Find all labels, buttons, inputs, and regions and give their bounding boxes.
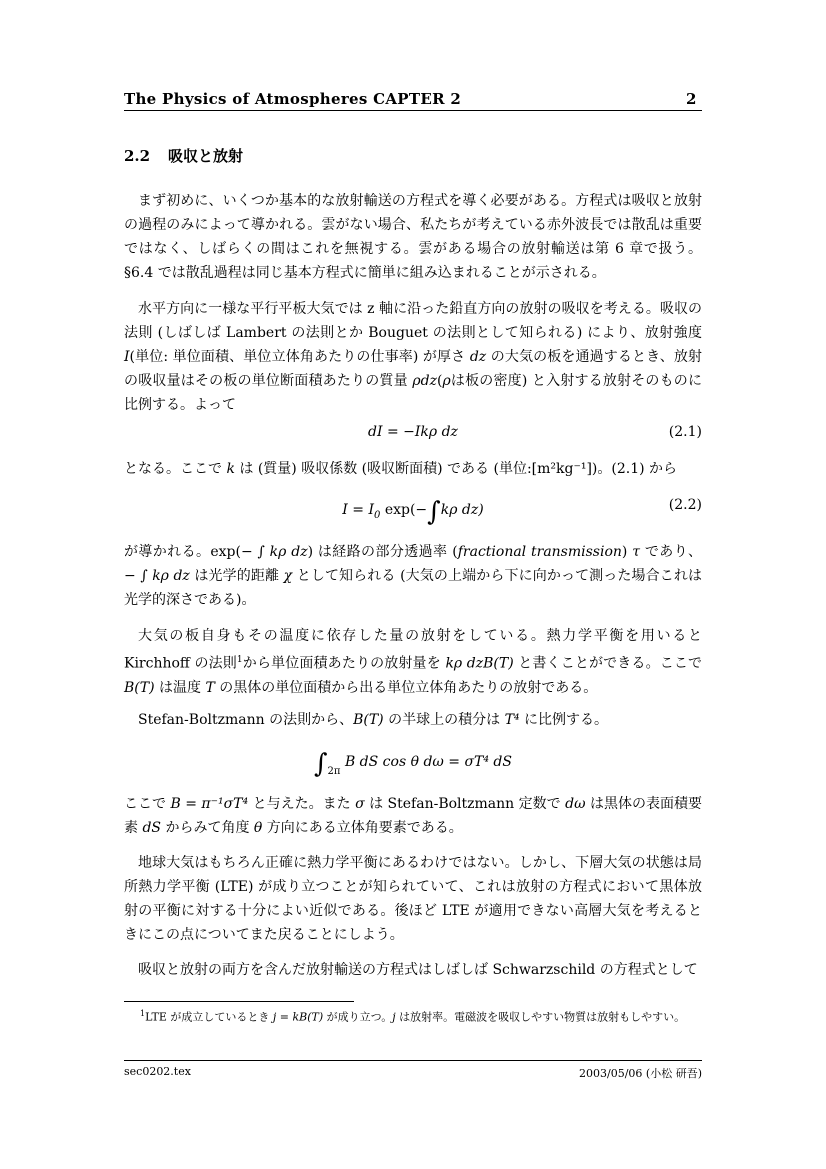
p6-text-b: の半球上の積分は: [383, 712, 505, 728]
p4-chi: χ: [283, 568, 293, 584]
footnote-mark: 1: [140, 1009, 146, 1018]
equation-2-2: [124, 497, 702, 527]
paragraph-1: まず初めに、いくつか基本的な放射輸送の方程式を導く必要がある。方程式は吸収と放射の過程のみによって導かれる。雲がない場合、私たちが考えている赤外波長では散乱は重要ではなく、しばらくの間はこれを無視する。雲がある場合の放射輸送は第 6 章で扱う。§6.4 では散乱過程は同じ基本方程式に簡単に組み込まれることが示される。: [124, 193, 702, 281]
p7-dS: dS: [142, 820, 162, 836]
p2-var-I: I: [124, 349, 130, 365]
fn-text-b: が成り立つ。: [323, 1010, 393, 1024]
footnote-rule: [124, 1001, 354, 1002]
eq2-subscript: 0: [374, 510, 381, 521]
p7-theta: θ: [253, 820, 263, 836]
p7-sigma: σ: [355, 796, 365, 812]
p7-text-a: ここで: [124, 796, 171, 812]
paragraph-7: [124, 792, 702, 840]
p6-text-c: に比例する。: [519, 712, 608, 728]
p7-text-f: 方向にある立体角要素である。: [262, 820, 463, 836]
paragraph-5: [124, 624, 702, 700]
p4-expr1: kρ dz: [269, 544, 308, 560]
p2-var-rhodz: ρdz: [412, 373, 437, 389]
paragraph-3: [124, 457, 702, 481]
eq3-body-wrap: [124, 749, 702, 779]
p5-text-a: 大気の板自身もその温度に依存した量の放射をしている。熱力学平衡を用いると Kirchhoff の法則: [124, 628, 702, 672]
p7-domega: dω: [565, 796, 586, 812]
section-title: 吸収と放射: [168, 147, 244, 165]
p2-var-rho: ρ: [442, 373, 451, 389]
p4-fractional: fractional transmission: [457, 544, 622, 560]
p2-text-b: (単位: 単位面積、単位立体角あたりの仕事率) が厚さ: [129, 349, 470, 365]
fn-j: j: [392, 1010, 396, 1024]
section-heading: [124, 145, 243, 166]
fn-text-c: は放射率。電磁波を吸収しやすい物質は放射もしやすい。: [395, 1010, 686, 1024]
p6-T4: T⁴: [504, 712, 520, 728]
eq1-number: (2.1): [668, 424, 702, 440]
p7-text-b: と与えた。また: [248, 796, 356, 812]
p4-text-e: は光学的距離: [189, 568, 284, 584]
p4-tau: τ: [632, 544, 640, 560]
fn-expr: j = kB(T): [272, 1010, 324, 1024]
p2-text-d: (: [436, 373, 443, 389]
p5-text-d: は温度: [154, 679, 206, 696]
p4-text-b: ) は経路の部分透過率 (: [307, 544, 458, 560]
fn-text-a: LTE が成立しているとき: [145, 1010, 273, 1024]
p2-text-a: 水平方向に一様な平行平板大気では z 軸に沿った鉛直方向の放射の吸収を考える。吸収の法則 (しばしば Lambert の法則とか Bouguet の法則として知られる) により、放射強度: [124, 301, 702, 341]
p2-text-e: は板の密度) と入射する放射そのものに比例する。よって: [124, 373, 702, 413]
footer-date-author: 2003/05/06 (小松 研吾): [579, 1067, 702, 1080]
eq3-subscript: 2π: [327, 766, 341, 777]
p7-text-c: は Stefan-Boltzmann 定数で: [364, 796, 566, 812]
footer-rule: [124, 1060, 702, 1061]
integral-sign: ∫: [427, 497, 441, 527]
p3-text-a: となる。ここで: [124, 461, 227, 477]
p5-text-e: の黒体の単位面積から出る単位立体角あたりの放射である。: [214, 679, 598, 696]
paragraph-8: 地球大気はもちろん正確に熱力学平衡にあるわけではない。しかし、下層大気の状態は局所熱力学平衡 (LTE) が成り立つことが知られていて、これは放射の方程式において黒体放射の平衡に対する十分によい近似である。後ほど LTE が適用できない高層大気を考えるときにこの点についてまた戻ることにしよう。: [124, 855, 702, 943]
page-number: 2: [686, 90, 697, 108]
p4-expr2: kρ dz: [152, 568, 190, 584]
running-header-title: The Physics of Atmospheres CAPTER 2: [124, 90, 462, 108]
p4-text-d: であり、−: [124, 544, 703, 584]
header-rule: [124, 110, 702, 111]
p5-T: T: [205, 679, 215, 696]
p2-text-c: の大気の板を通過するとき、放射の吸収量はその板の単位断面積あたりの質量: [124, 349, 702, 389]
section-number: 2.2: [124, 147, 151, 165]
paragraph-2: [124, 297, 702, 417]
p4-text-a: が導かれる。exp(−: [124, 544, 258, 560]
p5-BT: B(T): [124, 679, 155, 696]
equation-hemisphere-integral: [124, 745, 702, 785]
p6-text-a: Stefan-Boltzmann の法則から、: [138, 712, 354, 728]
p7-text-e: からみて角度: [161, 820, 254, 836]
eq2-body: [124, 497, 702, 527]
paragraph-4: が導かれる。exp(− ∫ kρ dz) は経路の部分透過率 (fractional transmission) τ であり、− ∫ kρ dz は光学的距離 χ として知られる (大気の上端から下に向かって測った場合これは光学的深さである)。: [124, 544, 703, 608]
eq2-number: (2.2): [668, 497, 702, 513]
p4-text-f: として知られる (大気の上端から下に向かって測った場合これは光学的深さである)。: [124, 568, 702, 608]
p2-var-dz: dz: [469, 349, 487, 365]
p4-text-c: ): [621, 544, 633, 560]
p7-expr: B = π⁻¹σT⁴: [170, 796, 249, 812]
p3-var-k: k: [226, 461, 235, 477]
p6-BT: B(T): [353, 712, 384, 728]
p5-expr: kρ dzB(T): [445, 655, 514, 672]
paragraph-9: 吸収と放射の両方を含んだ放射輸送の方程式はしばしば Schwarzschild の方程式として: [138, 962, 698, 978]
p3-text-b: は (質量) 吸収係数 (吸収断面積) である (単位:[m²kg⁻¹])。(2.1) から: [234, 461, 678, 477]
p5-text-b: から単位面積あたりの放射量を: [242, 655, 446, 672]
equation-2-1: [124, 424, 702, 450]
integral-sign-2: ∫: [314, 749, 328, 779]
eq1-body: dI = −Ikρ dz: [368, 424, 458, 440]
p7-text-d: は黒体の表面積要素: [124, 796, 703, 836]
footnote: [124, 1005, 702, 1027]
p5-text-c: と書くことができる。ここで: [513, 655, 703, 672]
eq2-left: I = I: [342, 502, 374, 518]
footer-filename: sec0202.tex: [124, 1065, 191, 1078]
eq3-body: B dS cos θ dω = σT⁴ dS: [344, 754, 512, 770]
eq2-right: exp(−: [380, 502, 428, 518]
eq2-integrand: kρ dz): [440, 502, 484, 518]
paragraph-6: [124, 708, 702, 732]
footnote-ref: 1: [236, 655, 243, 665]
